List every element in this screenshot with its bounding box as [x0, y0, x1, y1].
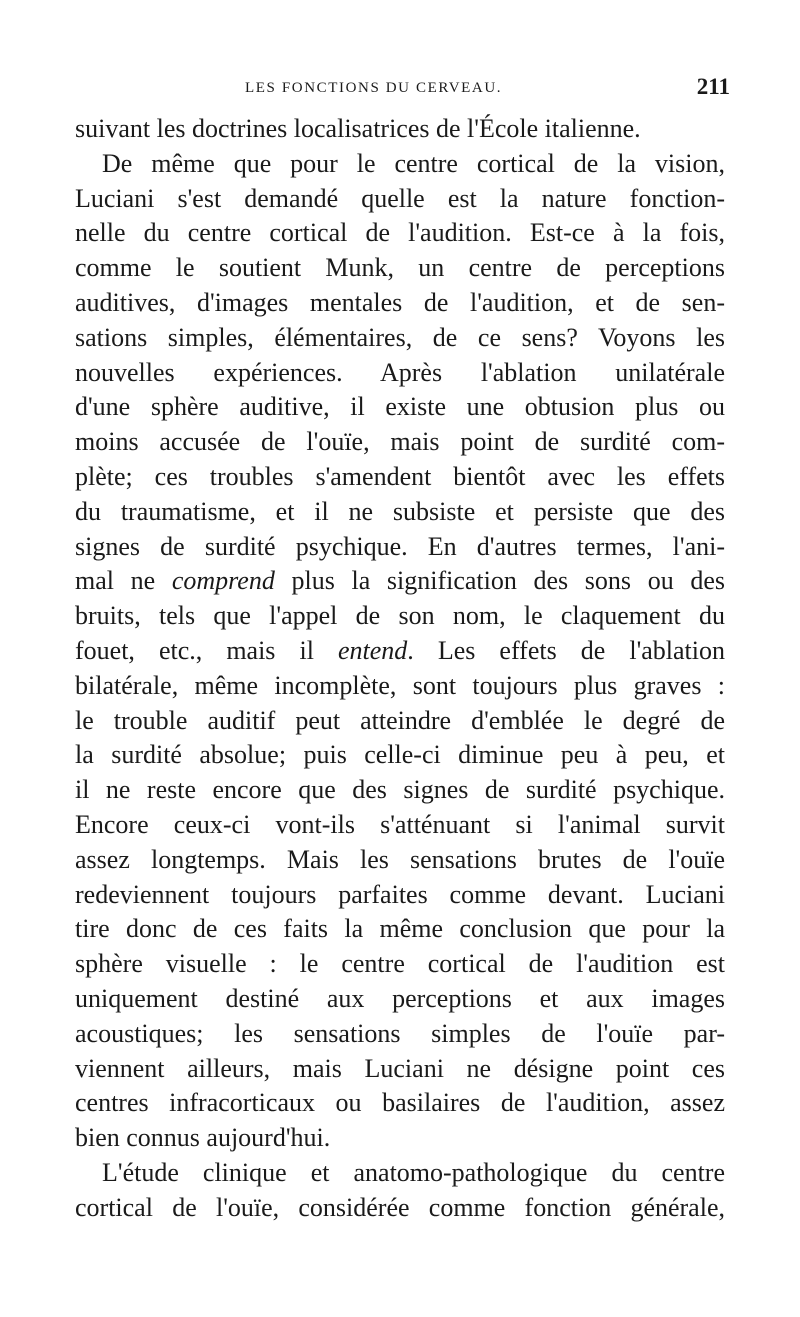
text-segment: fouet, etc., mais il: [75, 635, 338, 665]
italic-word: comprend: [171, 566, 275, 596]
text-line: la surdité absolue; puis celle-ci diminue peu à peu, et: [75, 740, 725, 770]
text-line: cortical de l'ouïe, considérée comme fonction générale,: [75, 1192, 725, 1222]
text-line: viennent ailleurs, mais Luciani ne désigne point ces: [75, 1053, 725, 1083]
running-head-title: LES FONCTIONS DU CERVEAU.: [245, 80, 503, 96]
text-line: redeviennent toujours parfaites comme devant. Luciani: [75, 879, 725, 909]
italic-word: entend: [337, 635, 408, 665]
text-line: centres infracorticaux ou basilaires de l'audition, assez: [75, 1088, 725, 1118]
text-line: acoustiques; les sensations simples de l'ouïe par-: [75, 1018, 725, 1048]
text-line: du traumatisme, et il ne subsiste et persiste que des: [75, 496, 725, 526]
text-line: bilatérale, même incomplète, sont toujours plus graves :: [75, 670, 725, 700]
text-line: sphère visuelle : le centre cortical de l'audition est: [75, 949, 725, 979]
text-line: sations simples, élémentaires, de ce sens? Voyons les: [75, 322, 725, 352]
text-line: auditives, d'images mentales de l'audition, et de sen-: [75, 287, 725, 317]
text-line: il ne reste encore que des signes de surdité psychique.: [75, 775, 725, 805]
text-line: plète; ces troubles s'amendent bientôt avec les effets: [75, 461, 725, 491]
text-line: suivant les doctrines localisatrices de l'École italienne.: [75, 114, 641, 143]
text-line: le trouble auditif peut atteindre d'emblée le degré de: [75, 705, 725, 735]
text-line: assez longtemps. Mais les sensations brutes de l'ouïe: [75, 844, 725, 874]
text-line: De même que pour le centre cortical de la vision,: [102, 148, 725, 178]
text-line: signes de surdité psychique. En d'autres termes, l'ani-: [75, 531, 725, 561]
body-text: [75, 112, 725, 1226]
text-line: bruits, tels que l'appel de son nom, le claquement du: [75, 601, 725, 631]
page-number: 211: [696, 74, 730, 99]
text-line: moins accusée de l'ouïe, mais point de surdité com-: [75, 427, 725, 457]
text-segment: . Les effets de l'ablation: [407, 635, 725, 665]
text-line: nelle du centre cortical de l'audition. Est-ce à la fois,: [75, 218, 725, 248]
text-line: comme le soutient Munk, un centre de perceptions: [75, 253, 725, 283]
text-line-with-italic: [75, 564, 725, 599]
text-line: Luciani s'est demandé quelle est la nature fonction-: [75, 183, 725, 213]
text-line: d'une sphère auditive, il existe une obtusion plus ou: [75, 392, 725, 422]
text-line: L'étude clinique et anatomo-pathologique du centre: [102, 1157, 725, 1187]
text-segment: mal ne: [75, 566, 172, 596]
text-line-with-italic: [75, 634, 725, 669]
text-segment: plus la signification des sons ou des: [274, 566, 725, 596]
text-line: bien connus aujourd'hui.: [75, 1123, 331, 1153]
text-line: Encore ceux-ci vont-ils s'atténuant si l'animal survit: [75, 809, 725, 839]
running-head: [0, 74, 800, 108]
text-line: nouvelles expériences. Après l'ablation unilatérale: [75, 357, 725, 387]
text-line: tire donc de ces faits la même conclusion que pour la: [75, 914, 725, 944]
text-line: uniquement destiné aux perceptions et aux images: [75, 983, 725, 1013]
